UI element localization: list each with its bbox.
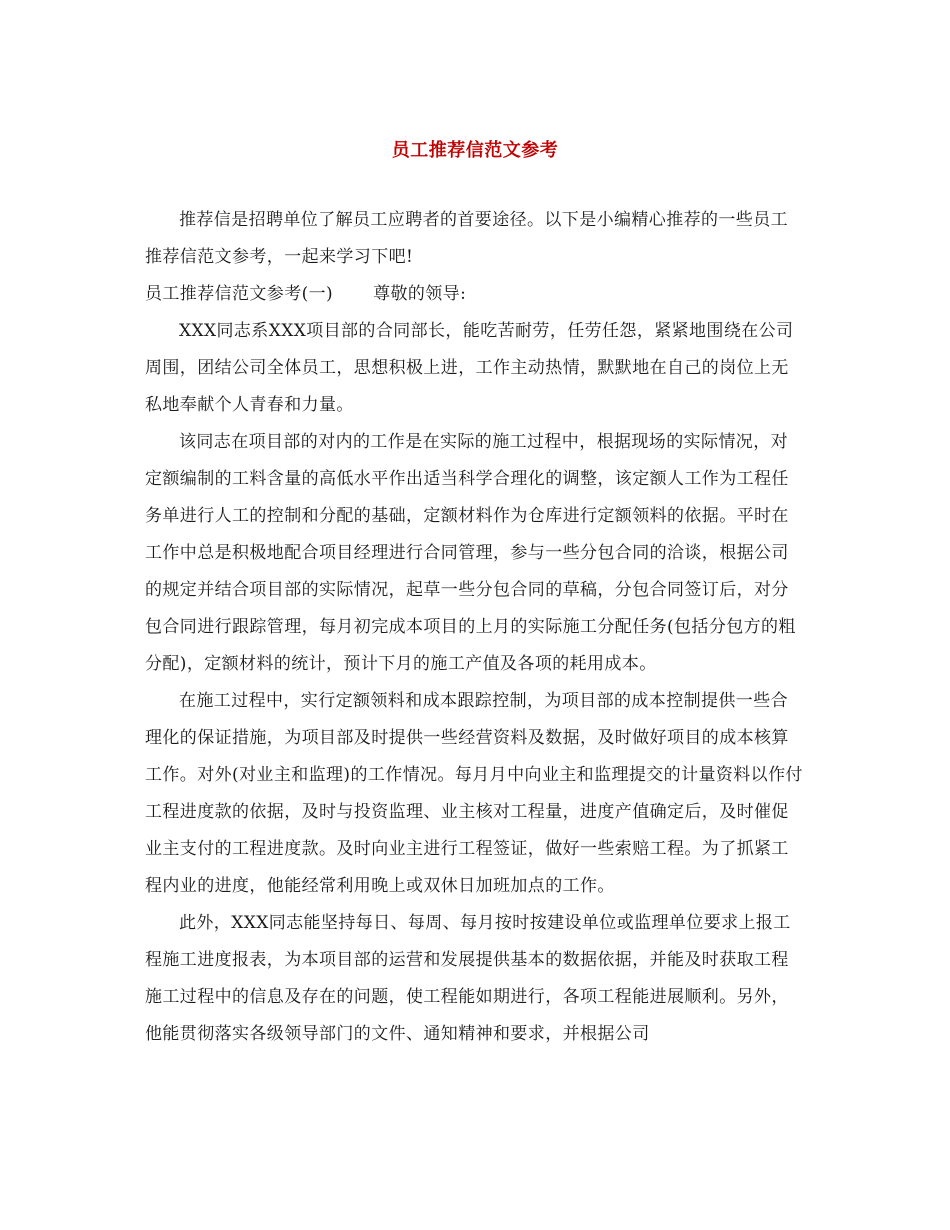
body-paragraph-1: XXX同志系XXX项目部的合同部长，能吃苦耐劳，任劳任怨，紧紧地围绕在公司周围，团结公司全体员工，思想积极上进，工作主动热情，默默地在自己的岗位上无私地奉献个人青春和力量。 (145, 321, 794, 415)
body-paragraph-4: 此外，XXX同志能坚持每日、每周、每月按时按建设单位或监理单位要求上报工程施工进度报表，为本项目部的运营和发展提供基本的数据依据，并能及时获取工程施工过程中的信息及存在的问题，使工程能如期进行，各项工程能进展顺利。另外，他能贯彻落实各级领导部门的文件、通知精神和要求，并根据公司 (145, 913, 791, 1044)
document-title: 员工推荐信范文参考 (391, 140, 559, 161)
document-body (145, 202, 805, 1053)
letter-heading-title: 员工推荐信范文参考(一) (145, 284, 334, 304)
body-paragraph-3: 在施工过程中，实行定额领料和成本跟踪控制，为项目部的成本控制提供一些合理化的保证措施，为项目部及时提供一些经营资料及数据，及时做好项目的成本核算工作。对外(对业主和监理)的工作情况。每月月中向业主和监理提交的计量资料以作付工程进度款的依据，及时与投资监理、业主核对工程量，进度产值确定后，及时催促业主支付的工程进度款。及时向业主进行工程签证，做好一些索赔工程。为了抓紧工程内业的进度，他能经常利用晚上或双休日加班加点的工作。 (145, 691, 803, 896)
letter-salutation: 尊敬的领导: (373, 284, 467, 304)
intro-paragraph: 推荐信是招聘单位了解员工应聘者的首要途径。以下是小编精心推荐的一些员工推荐信范文参考，一起来学习下吧! (145, 210, 788, 267)
letter-heading-line (145, 276, 805, 313)
body-paragraph-2: 该同志在项目部的对内的工作是在实际的施工过程中，根据现场的实际情况，对定额编制的工料含量的高低水平作出适当科学合理化的调整，该定额人工作为工程任务单进行人工的控制和分配的基础，定额材料作为仓库进行定额领料的依据。平时在工作中总是积极地配合项目经理进行合同管理，参与一些分包合同的洽谈，根据公司的规定并结合项目部的实际情况，起草一些分包合同的草稿，分包合同签订后，对分包合同进行跟踪管理，每月初完成本项目的上月的实际施工分配任务(包括分包方的粗分配)，定额材料的统计，预计下月的施工产值及各项的耗用成本。 (145, 432, 796, 674)
